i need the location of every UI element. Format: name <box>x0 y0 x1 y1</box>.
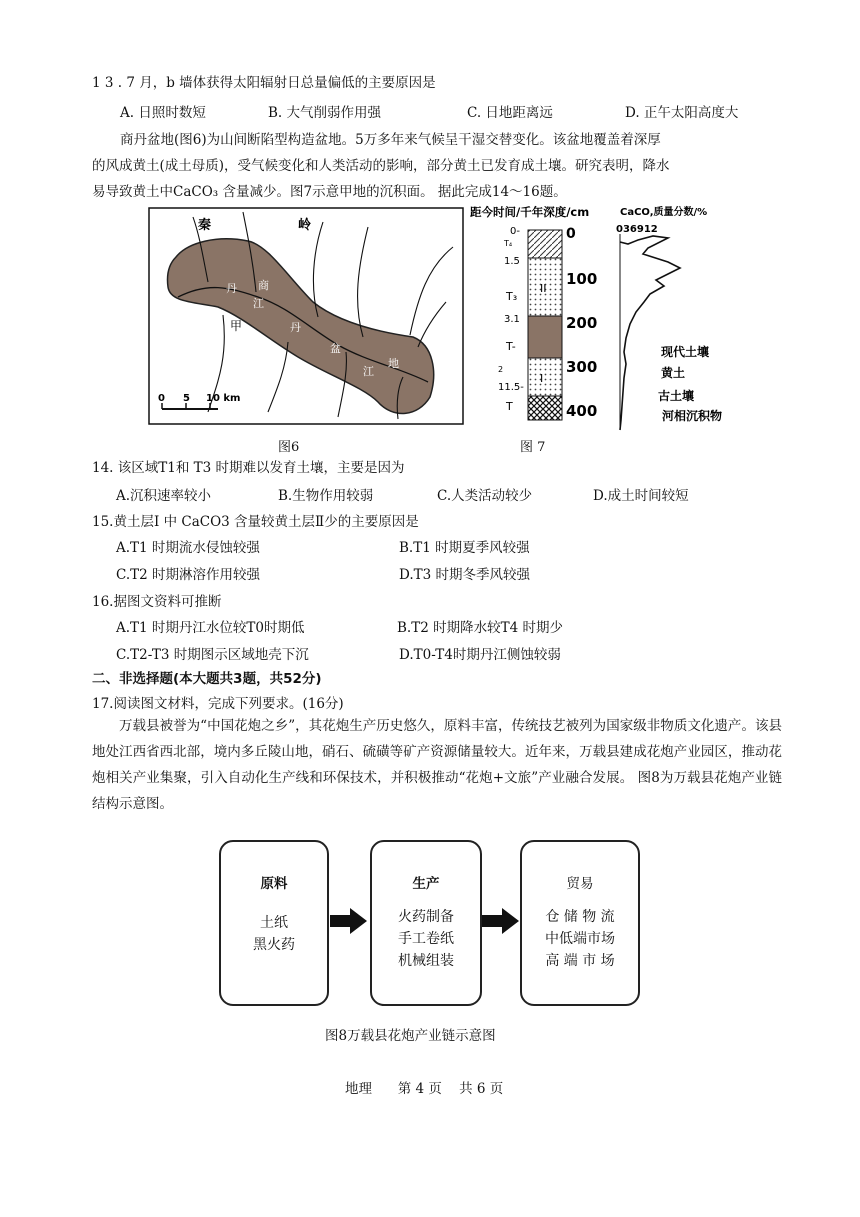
depth-tick: 0 <box>566 226 576 242</box>
fig7-left-header: 距今时间/千年深度/cm <box>470 205 590 219</box>
section-2-heading: 二、非选择题(本大题共3题，共52分) <box>92 671 322 687</box>
depth-tick: 300 <box>566 358 598 376</box>
q13-option-c: C. 日地距离远 <box>467 105 553 121</box>
layer-label: T₄ <box>504 239 513 248</box>
depth-tick: 200 <box>566 314 598 332</box>
legend-paleosol: 古土壤 <box>658 389 695 403</box>
legend-loess: 黄土 <box>661 366 686 380</box>
chain-box-line: 中低端市场 <box>545 931 615 947</box>
q16-option-a: A.T1 时期丹江水位较T0时期低 <box>116 620 305 636</box>
q14-option-c: C.人类活动较少 <box>437 488 533 504</box>
time-tick: 2 <box>498 365 504 374</box>
time-tick: 1.5 <box>504 256 520 267</box>
scale-0: 0 <box>158 393 165 404</box>
chain-box-line: 手工卷纸 <box>398 931 454 947</box>
q15-option-d: D.T3 时期冬季风较强 <box>399 567 531 583</box>
q15-option-c: C.T2 时期淋溶作用较强 <box>116 567 261 583</box>
q16-option-b: B.T2 时期降水较T4 时期少 <box>397 620 563 636</box>
label-pen: 盆 <box>330 342 341 355</box>
legend-river-deposit: 河相沉积物 <box>662 409 723 423</box>
chain-box-title: 贸易 <box>566 876 594 892</box>
q16-stem: 16.据图文资料可推断 <box>92 594 222 610</box>
figure-6-caption: 图6 <box>278 440 300 455</box>
chain-box-line: 高 端 市 场 <box>545 953 615 969</box>
q16-option-c: C.T2-T3 时期图示区域地壳下沉 <box>116 647 309 663</box>
chain-box-title: 生产 <box>412 876 440 892</box>
q14-stem: 14. 该区域T1和 T3 时期难以发育土壤，主要是因为 <box>92 460 405 476</box>
chain-box-line: 仓 储 物 流 <box>545 909 615 925</box>
q17-stem: 17.阅读图文材料，完成下列要求。(16分) <box>92 696 344 712</box>
page-footer: 地理 第 4 页 共 6 页 <box>345 1081 504 1097</box>
label-di: 地 <box>388 357 399 370</box>
q14-option-d: D.成土时间较短 <box>593 488 689 504</box>
chain-box-production <box>370 840 482 1006</box>
q17-paragraph: 万载县被誉为“中国花炮之乡”，其花炮生产历史悠久，原料丰富，传统技艺被列为国家级非物质文化遗产。该县地处江西省西北部，境内多丘陵山地，硝石、硫磺等矿产资源储量较大。近年来，万载县建成花炮产业园区，推动花炮相关产业集聚，引入自动化生产线和环保技术，并积极推动“花炮+文旅”产业融合发展。 图8为万载县花炮产业链结构示意图。 <box>92 718 782 812</box>
q13-stem: 1 3 . 7 月，b 墙体获得太阳辐射日总量偏低的主要原因是 <box>92 75 436 91</box>
layer-label: II <box>540 282 547 295</box>
time-tick: 3.1 <box>504 314 520 325</box>
label-dan2: 丹 <box>290 321 301 334</box>
q15-stem: 15.黄土层I 中 CaCO3 含量较黄土层Ⅱ少的主要原因是 <box>92 514 419 530</box>
figure-8-caption: 图8万载县花炮产业链示意图 <box>325 1028 496 1044</box>
scale-10: 10 km <box>206 393 241 404</box>
chain-box-title: 原料 <box>260 876 288 892</box>
layer-label: T₃ <box>506 290 518 303</box>
q16-option-d: D.T0-T4时期丹江侧蚀较弱 <box>399 647 561 663</box>
figure-6-map <box>148 207 464 425</box>
label-shang: 商 <box>258 279 269 292</box>
q13-option-a: A. 日照时数短 <box>120 105 206 121</box>
scale-5: 5 <box>183 393 190 404</box>
fig7-right-header: CaCO,质量分数/% <box>620 207 708 218</box>
depth-tick: 100 <box>566 270 598 288</box>
arrow-right-icon <box>330 906 368 936</box>
q13-option-d: D. 正午太阳高度大 <box>625 105 739 121</box>
figure-7-caption: 图 7 <box>520 440 546 455</box>
chain-box-line: 土纸 <box>260 915 288 931</box>
chain-box-line: 机械组装 <box>398 953 454 969</box>
q15-option-b: B.T1 时期夏季风较强 <box>399 540 530 556</box>
layer-label: T <box>506 400 513 413</box>
label-jia: 甲 <box>230 319 243 333</box>
layer-label: I <box>540 372 544 385</box>
label-dan: 丹 <box>226 282 237 295</box>
label-jiang: 江 <box>253 297 264 310</box>
q14-option-a: A.沉积速率较小 <box>116 488 212 504</box>
layer-label: T- <box>506 340 516 353</box>
time-tick: 0- <box>510 226 520 237</box>
chain-box-raw-materials <box>219 840 329 1006</box>
intro-line-1: 商丹盆地(图6)为山间断陷型构造盆地。5万多年来气候呈干湿交替变化。该盆地覆盖着深厚 <box>120 132 661 148</box>
q13-option-b: B. 大气削弱作用强 <box>268 105 382 121</box>
label-river: 江 <box>363 365 374 378</box>
legend-modern-soil: 现代土壤 <box>661 345 710 359</box>
figure-7-column <box>468 202 740 432</box>
fig7-right-ticks: 036912 <box>616 224 658 235</box>
chain-box-line: 黑火药 <box>253 937 295 953</box>
label-ling: 岭 <box>298 218 312 233</box>
intro-line-2: 的风成黄土(成土母质)，受气候变化和人类活动的影响，部分黄土已发育成土壤。研究表明，降水 <box>92 158 670 174</box>
depth-tick: 400 <box>566 402 598 420</box>
arrow-right-icon <box>482 906 520 936</box>
label-qin: 秦 <box>198 218 212 233</box>
intro-line-3: 易导致黄土中CaCO₃ 含量减少。图7示意甲地的沉积面。 据此完成14～16题。 <box>92 184 567 200</box>
q14-option-b: B.生物作用较弱 <box>278 488 374 504</box>
q15-option-a: A.T1 时期流水侵蚀较强 <box>116 540 260 556</box>
chain-box-trade <box>520 840 640 1006</box>
time-tick: 11.5- <box>498 382 524 393</box>
chain-box-line: 火药制备 <box>398 909 454 925</box>
